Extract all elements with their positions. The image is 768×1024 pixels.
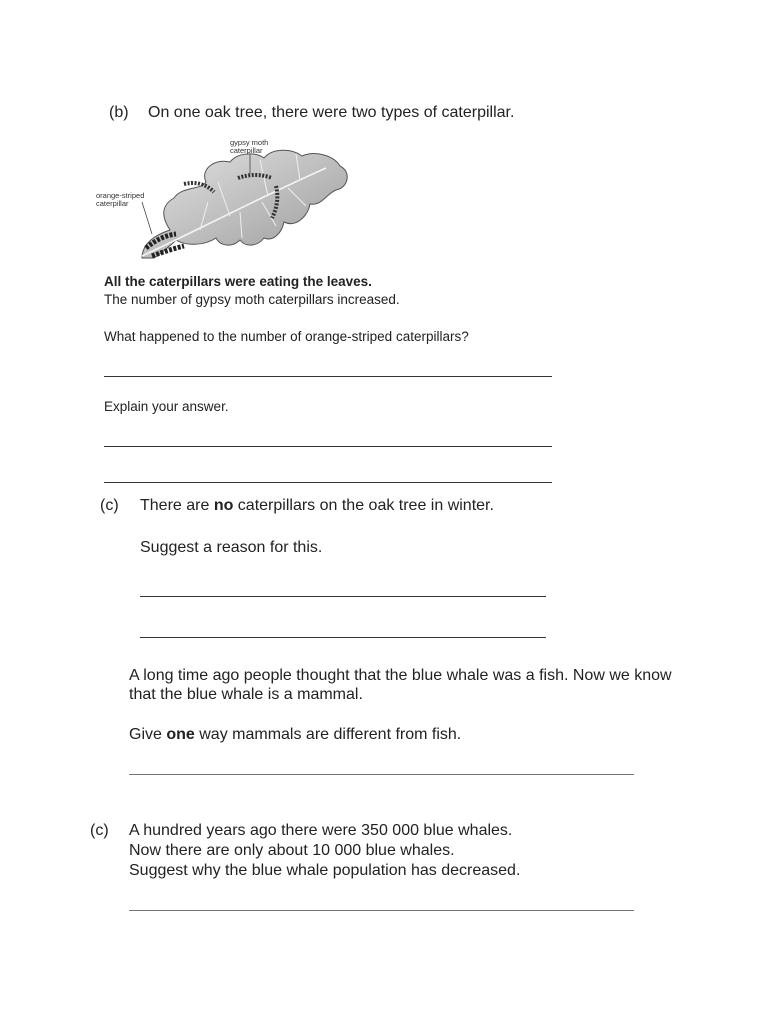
orange-label-line-1: orange-striped xyxy=(96,191,145,200)
answer-line[interactable] xyxy=(104,446,552,447)
explain-prompt: Explain your answer. xyxy=(104,399,229,414)
orange-label-pointer xyxy=(142,202,152,234)
orange-label-line-2: caterpillar xyxy=(96,199,129,208)
part-c2-letter: (c) xyxy=(90,822,109,839)
part-b-letter: (b) xyxy=(109,104,129,121)
population-line-3: Suggest why the blue whale population has decreased. xyxy=(129,862,521,879)
gypsy-label-line-2: caterpillar xyxy=(230,146,263,155)
answer-line[interactable] xyxy=(140,596,546,597)
gypsy-label-line-1: gypsy moth xyxy=(230,138,269,147)
statement-all-eating: All the caterpillars were eating the leaves. xyxy=(104,274,372,289)
give-one-way-prompt xyxy=(129,726,461,744)
prompt-text-end: way mammals are different from fish. xyxy=(194,726,462,743)
answer-line[interactable] xyxy=(104,376,552,377)
part-b-question: On one oak tree, there were two types of caterpillar. xyxy=(148,104,515,121)
population-line-1: A hundred years ago there were 350 000 blue whales. xyxy=(129,822,513,839)
answer-line[interactable] xyxy=(140,637,546,638)
whale-text-line-2: that the blue whale is a mammal. xyxy=(129,686,363,703)
oak-leaf-figure xyxy=(90,130,355,268)
answer-line[interactable] xyxy=(129,910,634,911)
question-text-end: caterpillars on the oak tree in winter. xyxy=(233,497,494,514)
part-c-question xyxy=(140,497,494,515)
part-c-letter: (c) xyxy=(100,497,119,514)
prompt-text-start: Give xyxy=(129,726,167,743)
suggest-reason-prompt: Suggest a reason for this. xyxy=(140,539,323,556)
prompt-emphasis: one xyxy=(166,726,195,743)
answer-line[interactable] xyxy=(129,774,634,775)
population-line-2: Now there are only about 10 000 blue whales. xyxy=(129,842,455,859)
question-emphasis: no xyxy=(213,497,234,514)
statement-gypsy-increased: The number of gypsy moth caterpillars increased. xyxy=(104,292,400,307)
answer-line[interactable] xyxy=(104,482,552,483)
question-text-start: There are xyxy=(140,497,214,514)
whale-text-line-1: A long time ago people thought that the blue whale was a fish. Now we know xyxy=(129,667,672,684)
question-orange-number: What happened to the number of orange-striped caterpillars? xyxy=(104,329,469,344)
